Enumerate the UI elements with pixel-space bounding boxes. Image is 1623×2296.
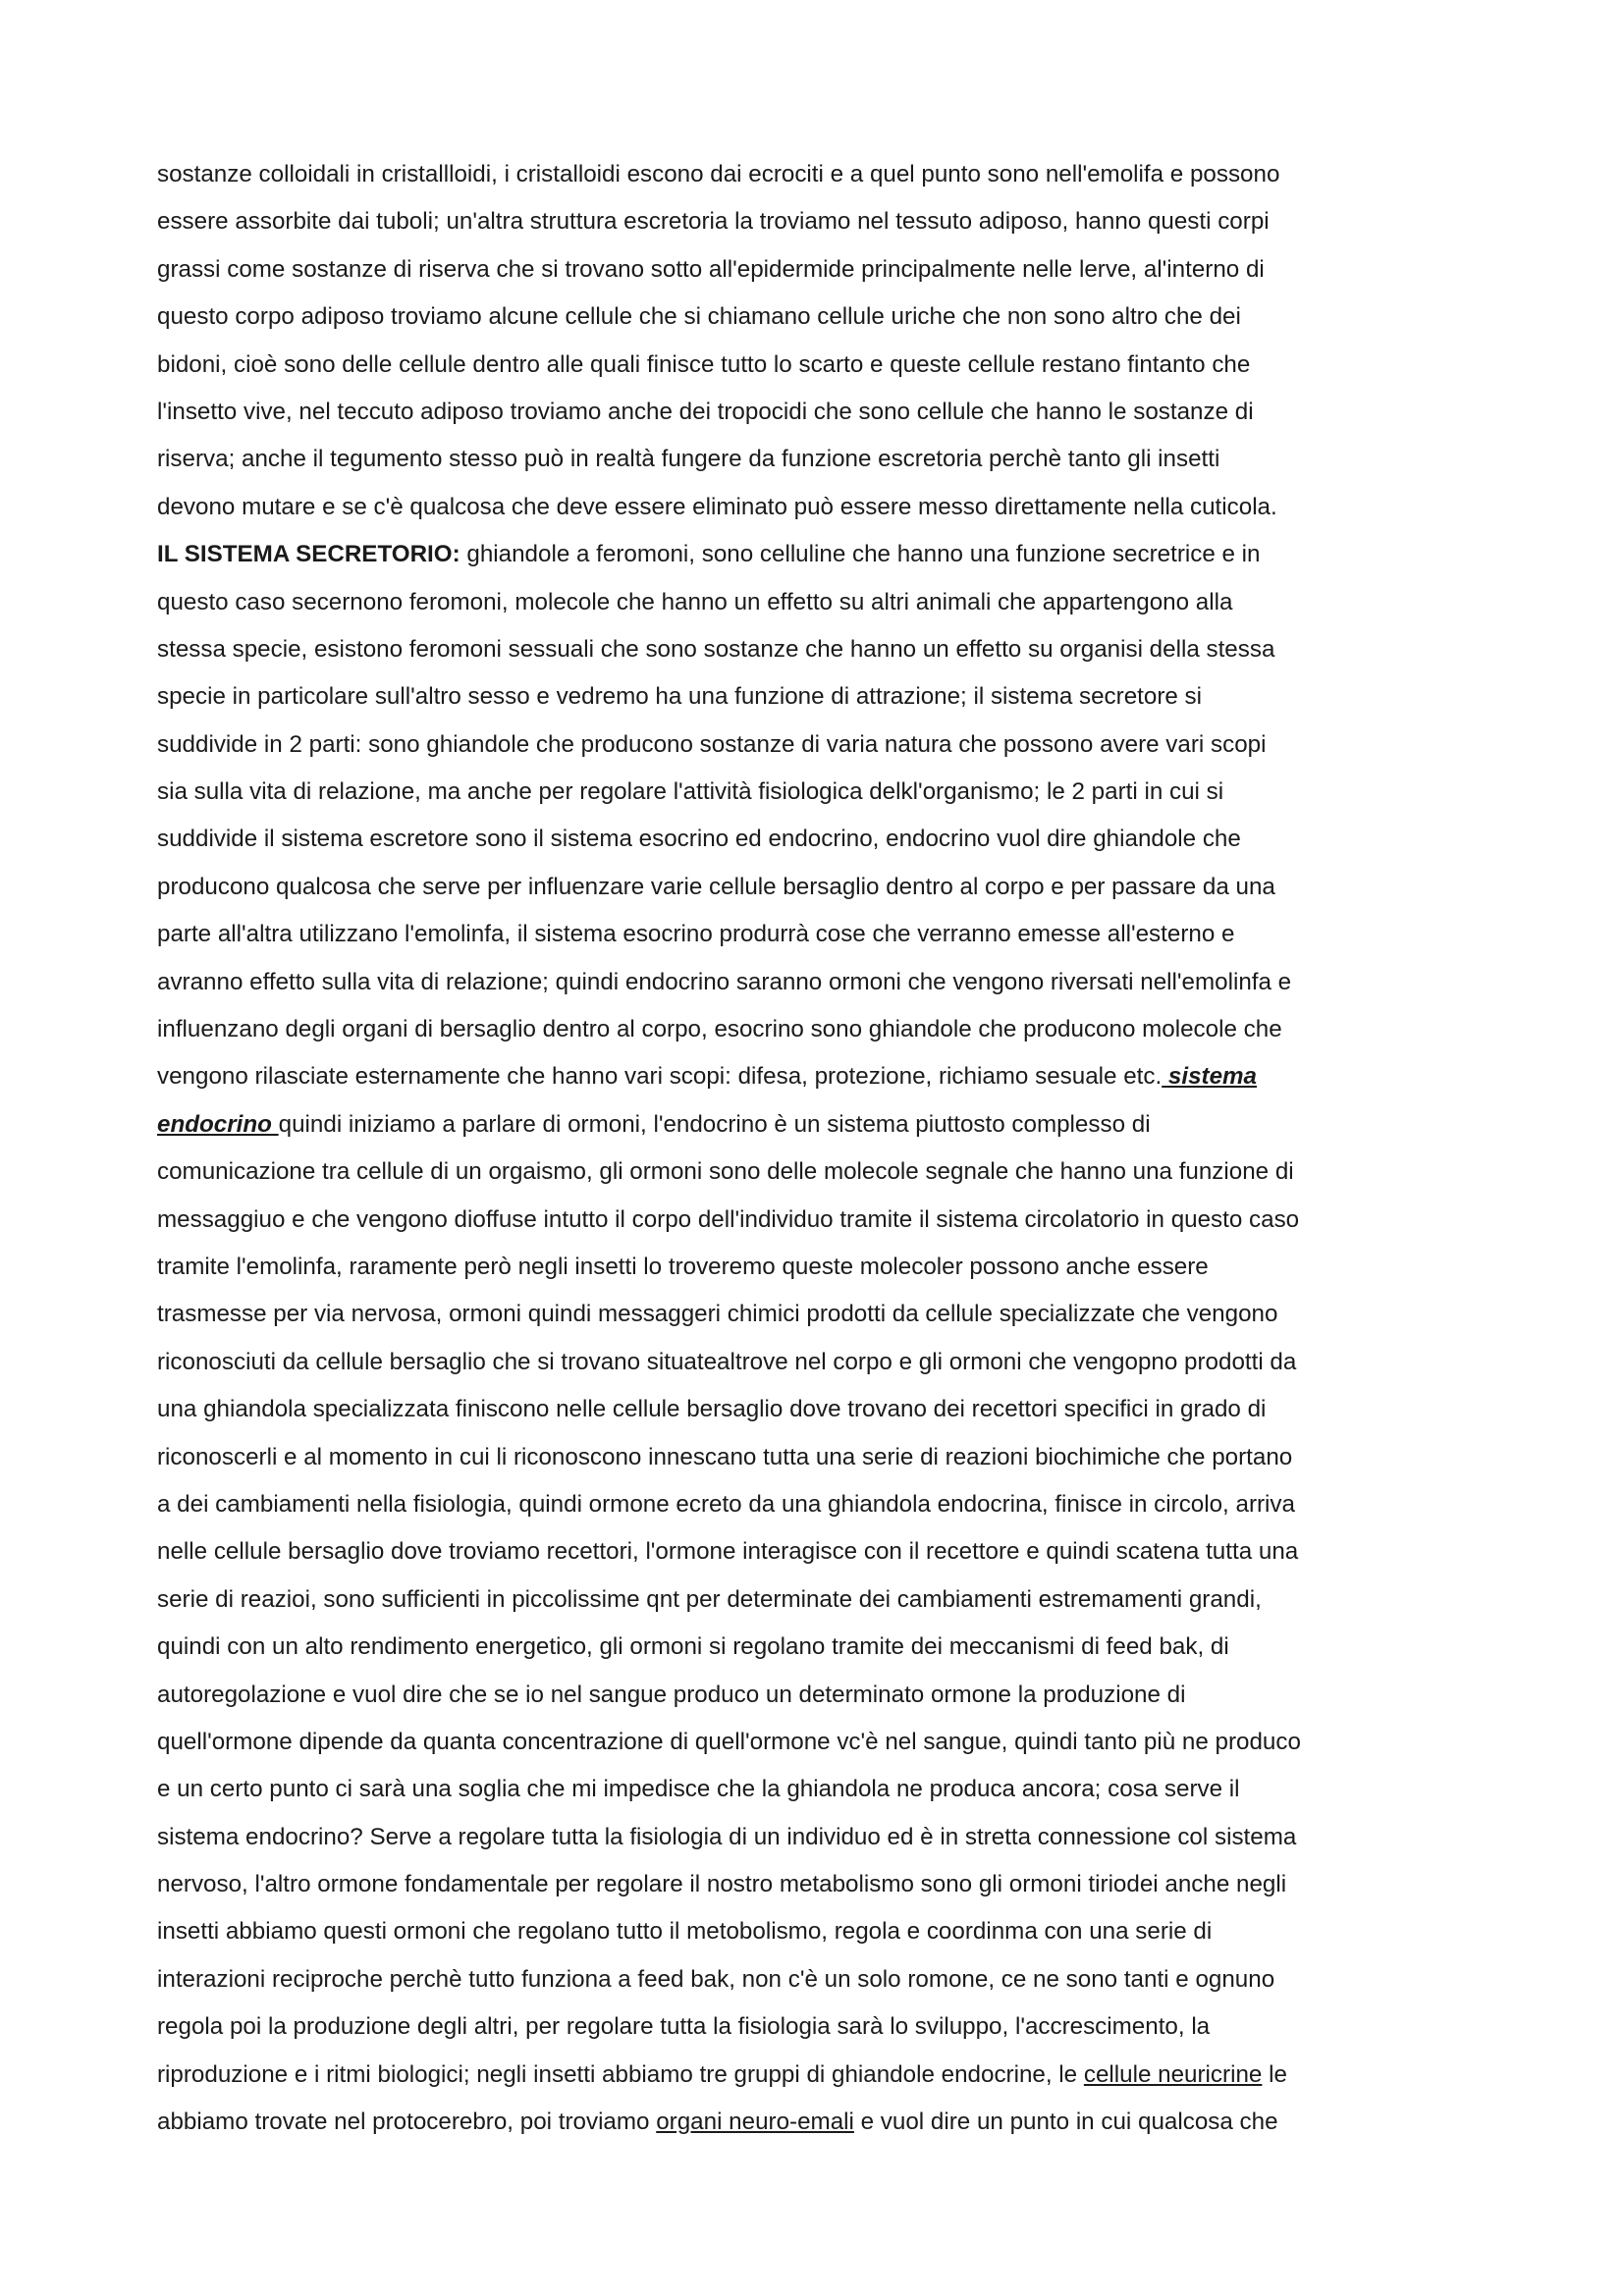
text-segment: essere assorbite dai tuboli; un'altra struttura escretoria la troviamo nel tessuto adiposo, hanno questi corpi — [157, 208, 1270, 236]
text-segment: grassi come sostanze di riserva che si trovano sotto all'epidermide principalmente nelle lerve, al'interno di — [157, 255, 1265, 283]
text-segment: questo caso secernono feromoni, molecole che hanno un effetto su altri animali che appartengono alla — [157, 588, 1233, 615]
body-text — [157, 151, 1478, 2146]
text-line — [157, 2003, 1478, 2051]
text-line — [157, 246, 1478, 294]
text-segment-ul: cellule neuricrine — [1083, 2060, 1263, 2088]
text-segment: specie in particolare sull'altro sesso e vedremo ha una funzione di attrazione; il sistema secretore si — [157, 683, 1203, 711]
text-segment: riconoscerli e al momento in cui li riconoscono innescano tutta una serie di reazioni biochimiche che portano — [157, 1443, 1293, 1470]
text-line — [157, 151, 1478, 198]
text-line — [157, 1101, 1478, 1148]
text-segment: messaggiuo e che vengono dioffuse intutto il corpo dell'individuo tramite il sistema circolatorio in questo caso — [157, 1205, 1300, 1233]
text-line — [157, 1766, 1478, 1813]
text-line — [157, 1719, 1478, 1766]
text-line — [157, 198, 1478, 245]
text-line — [157, 1624, 1478, 1671]
text-segment: quindi iniziamo a parlare di ormoni, l'endocrino è un sistema piuttosto complesso di — [278, 1110, 1151, 1138]
text-line — [157, 1197, 1478, 1244]
text-segment: e un certo punto ci sarà una soglia che mi impedisce che la ghiandola ne produca ancora; cosa serve il — [157, 1776, 1240, 1803]
text-line — [157, 816, 1478, 863]
text-line — [157, 1244, 1478, 1291]
text-segment: vengono rilasciate esternamente che hanno vari scopi: difesa, protezione, richiamo sesuale etc. — [157, 1063, 1163, 1091]
text-segment: e vuol dire un punto in cui qualcosa che — [853, 2109, 1278, 2136]
text-segment: l'insetto vive, nel teccuto adiposo troviamo anche dei tropocidi che sono cellule che hanno le sostanze di — [157, 398, 1254, 425]
text-segment: sia sulla vita di relazione, ma anche per regolare l'attività fisiologica delkl'organismo; le 2 parti in cui si — [157, 778, 1224, 806]
text-segment: comunicazione tra cellule di un orgaismo, gli ormoni sono delle molecole segnale che hanno una funzione di — [157, 1158, 1294, 1186]
text-segment: sostanze colloidali in cristallloidi, i cristalloidi escono dai ecrociti e a quel punto sono nell'emolifa e possono — [157, 161, 1280, 187]
text-segment: stessa specie, esistono feromoni sessuali che sono sostanze che hanno un effetto su organisi della stessa — [157, 635, 1275, 663]
text-line — [157, 769, 1478, 816]
text-segment-bold: IL SISTEMA SECRETORIO: — [157, 541, 460, 568]
text-segment: ghiandole a feromoni, sono celluline che hanno una funzione secretrice e in — [460, 541, 1261, 568]
text-segment: producono qualcosa che serve per influenzare varie cellule bersaglio dentro al corpo e per passare da una — [157, 873, 1275, 900]
text-line — [157, 1006, 1478, 1053]
text-line — [157, 484, 1478, 531]
text-segment: sistema endocrino? Serve a regolare tutta la fisiologia di un individuo ed è in stretta connessione col sistema — [157, 1823, 1297, 1850]
text-line — [157, 294, 1478, 341]
text-segment: quell'ormone dipende da quanta concentrazione di quell'ormone vc'è nel sangue, quindi tanto più ne produco — [157, 1728, 1301, 1755]
text-line — [157, 342, 1478, 389]
text-line — [157, 1386, 1478, 1433]
text-line — [157, 1434, 1478, 1481]
text-segment: a dei cambiamenti nella fisiologia, quindi ormone ecreto da una ghiandola endocrina, finisce in circolo, arriva — [157, 1490, 1295, 1518]
text-segment: questo corpo adiposo troviamo alcune cellule che si chiamano cellule uriche che non sono altro che dei — [157, 303, 1241, 331]
text-segment: abbiamo trovate nel protocerebro, poi troviamo — [157, 2109, 657, 2136]
text-segment-ul: organi neuro-emali — [656, 2109, 854, 2136]
text-segment: nervoso, l'altro ormone fondamentale per regolare il nostro metabolismo sono gli ormoni tiriodei anche negli — [157, 1871, 1287, 1898]
text-segment-bold-ul: endocrino — [157, 1110, 279, 1138]
text-segment: insetti abbiamo questi ormoni che regolano tutto il metobolismo, regola e coordinma con una serie di — [157, 1918, 1213, 1946]
text-line — [157, 626, 1478, 673]
text-segment: interazioni reciproche perchè tutto funziona a feed bak, non c'è un solo romone, ce ne sono tanti e ognuno — [157, 1965, 1275, 1993]
text-segment: una ghiandola specializzata finiscono nelle cellule bersaglio dove trovano dei recettori specifici in grado di — [157, 1396, 1267, 1423]
text-segment: nelle cellule bersaglio dove troviamo recettori, l'ormone interagisce con il recettore e quindi scatena tutta una — [157, 1538, 1299, 1566]
text-line — [157, 1861, 1478, 1908]
text-line — [157, 2099, 1478, 2146]
text-segment-bold-ul: sistema — [1162, 1063, 1257, 1091]
text-line — [157, 1291, 1478, 1338]
text-line — [157, 673, 1478, 721]
text-line — [157, 1481, 1478, 1528]
text-line — [157, 864, 1478, 911]
text-line — [157, 579, 1478, 626]
text-segment: suddivide il sistema escretore sono il sistema esocrino ed endocrino, endocrino vuol dire ghiandole che — [157, 826, 1241, 853]
text-line — [157, 1528, 1478, 1575]
text-segment: parte all'altra utilizzano l'emolinfa, il sistema esocrino produrrà cose che verranno emesse all'esterno e — [157, 921, 1235, 948]
text-line — [157, 911, 1478, 958]
text-line — [157, 1148, 1478, 1196]
text-segment: quindi con un alto rendimento energetico, gli ormoni si regolano tramite dei meccanismi di feed bak, di — [157, 1633, 1229, 1661]
text-segment: avranno effetto sulla vita di relazione; quindi endocrino saranno ormoni che vengono riversati nell'emolinfa e — [157, 968, 1292, 995]
text-segment: regola poi la produzione degli altri, per regolare tutta la fisiologia sarà lo sviluppo, l'accrescimento, la — [157, 2013, 1211, 2041]
text-segment: riserva; anche il tegumento stesso può in realtà fungere da funzione escretoria perchè tanto gli insetti — [157, 446, 1220, 473]
text-line — [157, 1053, 1478, 1100]
text-segment: bidoni, cioè sono delle cellule dentro alle quali finisce tutto lo scarto e queste cellule restano fintanto che — [157, 350, 1251, 378]
text-line — [157, 1339, 1478, 1386]
text-segment: tramite l'emolinfa, raramente però negli insetti lo troveremo queste molecoler possono anche essere — [157, 1253, 1209, 1280]
text-line — [157, 1814, 1478, 1861]
text-line — [157, 959, 1478, 1006]
text-segment: trasmesse per via nervosa, ormoni quindi messaggeri chimici prodotti da cellule specializzate che vengono — [157, 1301, 1278, 1328]
text-line — [157, 1956, 1478, 2003]
text-segment: le — [1262, 2060, 1287, 2088]
text-line — [157, 1576, 1478, 1624]
text-line — [157, 1672, 1478, 1719]
text-line — [157, 389, 1478, 436]
text-segment: devono mutare e se c'è qualcosa che deve essere eliminato può essere messo direttamente nella cuticola. — [157, 493, 1277, 520]
text-line — [157, 436, 1478, 483]
text-line — [157, 721, 1478, 769]
text-segment: influenzano degli organi di bersaglio dentro al corpo, esocrino sono ghiandole che producono molecole che — [157, 1016, 1282, 1043]
text-segment: serie di reazioi, sono sufficienti in piccolissime qnt per determinate dei cambiamenti estremamenti grandi, — [157, 1585, 1262, 1613]
text-segment: riproduzione e i ritmi biologici; negli insetti abbiamo tre gruppi di ghiandole endocrine, le — [157, 2060, 1084, 2088]
text-segment: riconosciuti da cellule bersaglio che si trovano situatealtrove nel corpo e gli ormoni che vengopno prodotti da — [157, 1348, 1297, 1375]
text-segment: suddivide in 2 parti: sono ghiandole che producono sostanze di varia natura che possono avere vari scopi — [157, 730, 1267, 758]
text-line — [157, 1908, 1478, 1955]
text-line — [157, 2052, 1478, 2099]
text-line — [157, 531, 1478, 578]
text-segment: autoregolazione e vuol dire che se io nel sangue produco un determinato ormone la produzione di — [157, 1681, 1186, 1708]
